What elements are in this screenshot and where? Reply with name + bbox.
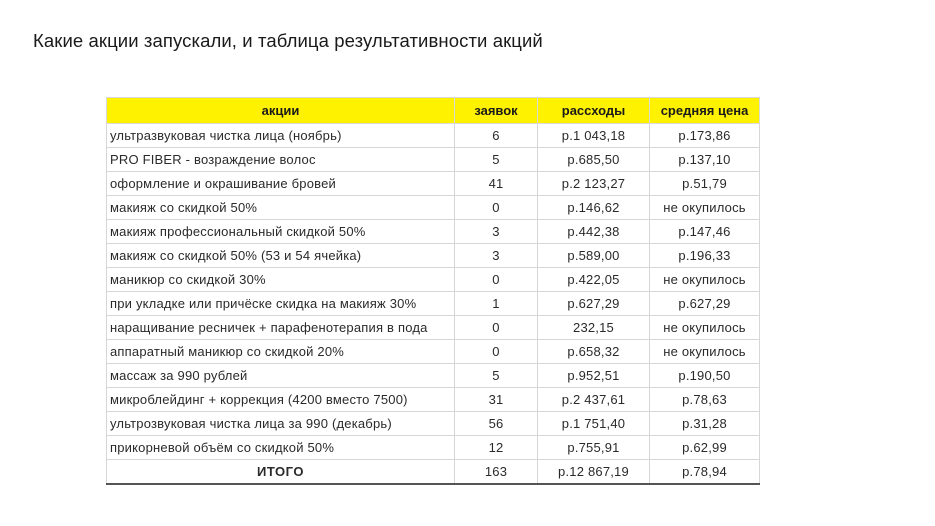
cell-count: 12 xyxy=(455,436,538,460)
cell-avg: р.31,28 xyxy=(650,412,760,436)
cell-count: 41 xyxy=(455,172,538,196)
cell-avg: не окупилось xyxy=(650,196,760,220)
cell-name: массаж за 990 рублей xyxy=(107,364,455,388)
column-header-avg: средняя цена xyxy=(650,98,760,124)
cell-count: 0 xyxy=(455,196,538,220)
cell-name: маникюр со скидкой 30% xyxy=(107,268,455,292)
cell-avg: р.51,79 xyxy=(650,172,760,196)
table-row xyxy=(107,364,760,388)
cell-name: макияж со скидкой 50% (53 и 54 ячейка) xyxy=(107,244,455,268)
cell-count: 3 xyxy=(455,220,538,244)
table-row xyxy=(107,124,760,148)
cell-cost: р.589,00 xyxy=(538,244,650,268)
cell-cost: р.627,29 xyxy=(538,292,650,316)
table-row xyxy=(107,412,760,436)
page-title: Какие акции запускали, и таблица результативности акций xyxy=(33,30,543,51)
cell-avg: р.147,46 xyxy=(650,220,760,244)
total-cell-avg: р.78,94 xyxy=(650,460,760,485)
cell-cost: р.442,38 xyxy=(538,220,650,244)
table-row xyxy=(107,196,760,220)
cell-name: оформление и окрашивание бровей xyxy=(107,172,455,196)
cell-name: прикорневой объём со скидкой 50% xyxy=(107,436,455,460)
cell-count: 56 xyxy=(455,412,538,436)
total-cell-name: ИТОГО xyxy=(107,460,455,485)
column-header-name: акции xyxy=(107,98,455,124)
cell-count: 0 xyxy=(455,316,538,340)
cell-count: 31 xyxy=(455,388,538,412)
cell-avg: не окупилось xyxy=(650,316,760,340)
table-row xyxy=(107,340,760,364)
cell-name: PRO FIBER - возраждение волос xyxy=(107,148,455,172)
table-header-row xyxy=(107,98,760,124)
results-table-container xyxy=(106,97,760,485)
cell-cost: р.952,51 xyxy=(538,364,650,388)
cell-name: макияж со скидкой 50% xyxy=(107,196,455,220)
column-header-cost: рассходы xyxy=(538,98,650,124)
cell-cost: р.1 751,40 xyxy=(538,412,650,436)
total-cell-cost: р.12 867,19 xyxy=(538,460,650,485)
cell-avg: р.62,99 xyxy=(650,436,760,460)
cell-cost: 232,15 xyxy=(538,316,650,340)
cell-count: 0 xyxy=(455,340,538,364)
cell-name: при укладке или причёске скидка на макияж 30% xyxy=(107,292,455,316)
cell-cost: р.146,62 xyxy=(538,196,650,220)
cell-avg: р.196,33 xyxy=(650,244,760,268)
cell-count: 3 xyxy=(455,244,538,268)
cell-count: 1 xyxy=(455,292,538,316)
results-table xyxy=(106,97,760,485)
cell-avg: р.78,63 xyxy=(650,388,760,412)
cell-count: 5 xyxy=(455,148,538,172)
cell-cost: р.658,32 xyxy=(538,340,650,364)
table-body xyxy=(107,124,760,485)
cell-name: наращивание ресничек + парафенотерапия в пода xyxy=(107,316,455,340)
cell-avg: р.190,50 xyxy=(650,364,760,388)
cell-name: микроблейдинг + коррекция (4200 вместо 7500) xyxy=(107,388,455,412)
cell-avg: не окупилось xyxy=(650,268,760,292)
cell-count: 6 xyxy=(455,124,538,148)
cell-avg: не окупилось xyxy=(650,340,760,364)
cell-avg: р.173,86 xyxy=(650,124,760,148)
total-cell-count: 163 xyxy=(455,460,538,485)
table-row xyxy=(107,244,760,268)
cell-cost: р.685,50 xyxy=(538,148,650,172)
cell-count: 0 xyxy=(455,268,538,292)
table-row xyxy=(107,292,760,316)
table-row xyxy=(107,268,760,292)
cell-avg: р.137,10 xyxy=(650,148,760,172)
table-row xyxy=(107,220,760,244)
column-header-count: заявок xyxy=(455,98,538,124)
cell-name: ультразвуковая чистка лица (ноябрь) xyxy=(107,124,455,148)
cell-name: аппаратный маникюр со скидкой 20% xyxy=(107,340,455,364)
table-total-row xyxy=(107,460,760,485)
cell-cost: р.2 437,61 xyxy=(538,388,650,412)
table-row xyxy=(107,388,760,412)
cell-cost: р.1 043,18 xyxy=(538,124,650,148)
table-row xyxy=(107,172,760,196)
table-row xyxy=(107,148,760,172)
cell-name: ультрозвуковая чистка лица за 990 (декабрь) xyxy=(107,412,455,436)
cell-cost: р.2 123,27 xyxy=(538,172,650,196)
cell-cost: р.755,91 xyxy=(538,436,650,460)
cell-count: 5 xyxy=(455,364,538,388)
table-row xyxy=(107,316,760,340)
table-row xyxy=(107,436,760,460)
cell-name: макияж профессиональный скидкой 50% xyxy=(107,220,455,244)
cell-avg: р.627,29 xyxy=(650,292,760,316)
cell-cost: р.422,05 xyxy=(538,268,650,292)
